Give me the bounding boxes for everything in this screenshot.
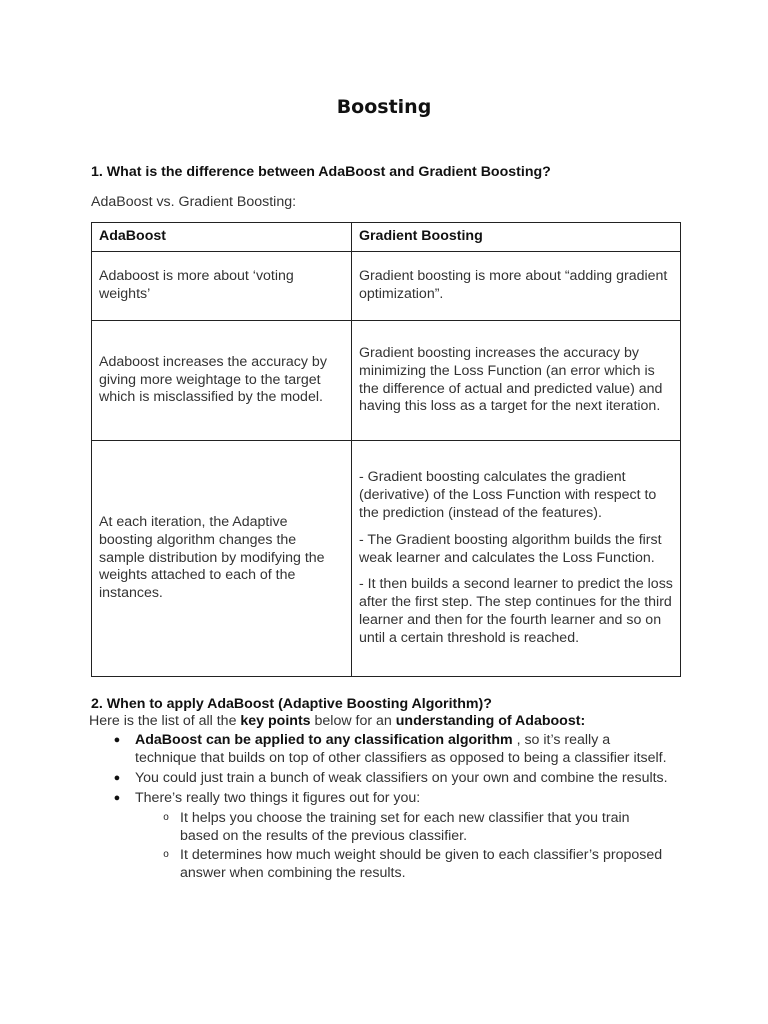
sub-list-item [160, 809, 670, 845]
sub-list-item [160, 846, 670, 882]
gradient-cell-text: - Gradient boosting calculates the gradient (derivative) of the Loss Function with respect to the prediction (instead of the features). [359, 469, 657, 521]
sub-list [160, 809, 670, 882]
list-item-bold: AdaBoost can be applied to any classification algorithm [135, 732, 513, 748]
gradient-cell-text: - It then builds a second learner to predict the loss after the first step. The step continues for the third learner and then for the fourth learner and so on until a certain threshold is reached. [359, 576, 673, 646]
gradient-cell-text: Gradient boosting increases the accuracy by minimizing the Loss Function (an error which is the difference of actual and predicted value) and having this loss as a target for the next iteration. [359, 344, 663, 415]
table-header-row [92, 223, 681, 252]
circle-bullet-icon: o [163, 849, 169, 860]
page-title: Boosting [336, 96, 432, 118]
gradient-cell [352, 321, 681, 441]
key-points-list [110, 731, 670, 884]
intro-bold-key-points: key points [240, 713, 311, 729]
question-2-heading: 2. When to apply AdaBoost (Adaptive Boosting Algorithm)? [91, 696, 492, 712]
intro-text: Here is the list of all the [89, 713, 241, 729]
bullet-icon: ● [113, 734, 121, 746]
list-item [110, 789, 670, 882]
adaboost-cell: Adaboost is more about ‘voting weights’ [92, 252, 352, 321]
intro-bold-understanding: understanding of Adaboost: [395, 713, 586, 729]
gradient-cell-text: - The Gradient boosting algorithm builds the first weak learner and calculates the Loss Function. [359, 531, 662, 566]
list-item [110, 731, 670, 767]
table-row [92, 252, 681, 321]
header-gradient-boosting: Gradient Boosting [352, 223, 681, 252]
question-1-heading: 1. What is the difference between AdaBoost and Gradient Boosting? [91, 164, 551, 180]
adaboost-cell: At each iteration, the Adaptive boosting algorithm changes the sample distribution by modifying the weights attached to each of the instances. [92, 441, 352, 677]
list-item-text: , so it’s really a technique that builds on top of other classifiers as opposed to being a classifier itself. [135, 732, 667, 766]
table-row [92, 441, 681, 677]
key-points-intro [89, 713, 585, 729]
circle-bullet-icon: o [163, 812, 169, 823]
table-row [92, 321, 681, 441]
list-item-text: You could just train a bunch of weak classifiers on your own and combine the results. [135, 770, 668, 786]
adaboost-cell: Adaboost increases the accuracy by giving more weightage to the target which is misclassified by the model. [92, 321, 352, 441]
list-item [110, 769, 670, 787]
list-item-text: There’s really two things it figures out for you: [135, 790, 421, 806]
header-adaboost: AdaBoost [92, 223, 352, 252]
gradient-cell [352, 441, 681, 677]
comparison-subtitle: AdaBoost vs. Gradient Boosting: [91, 194, 297, 210]
gradient-cell-text: Gradient boosting is more about “adding gradient optimization”. [359, 268, 668, 302]
comparison-table [91, 222, 681, 677]
sub-list-item-text: It helps you choose the training set for each new classifier that you train based on the results of the previous classifier. [180, 810, 630, 844]
bullet-icon: ● [113, 772, 121, 784]
gradient-cell [352, 252, 681, 321]
bullet-icon: ● [113, 792, 121, 804]
sub-list-item-text: It determines how much weight should be given to each classifier’s proposed answer when combining the results. [180, 847, 663, 881]
intro-text: below for an [310, 713, 396, 729]
